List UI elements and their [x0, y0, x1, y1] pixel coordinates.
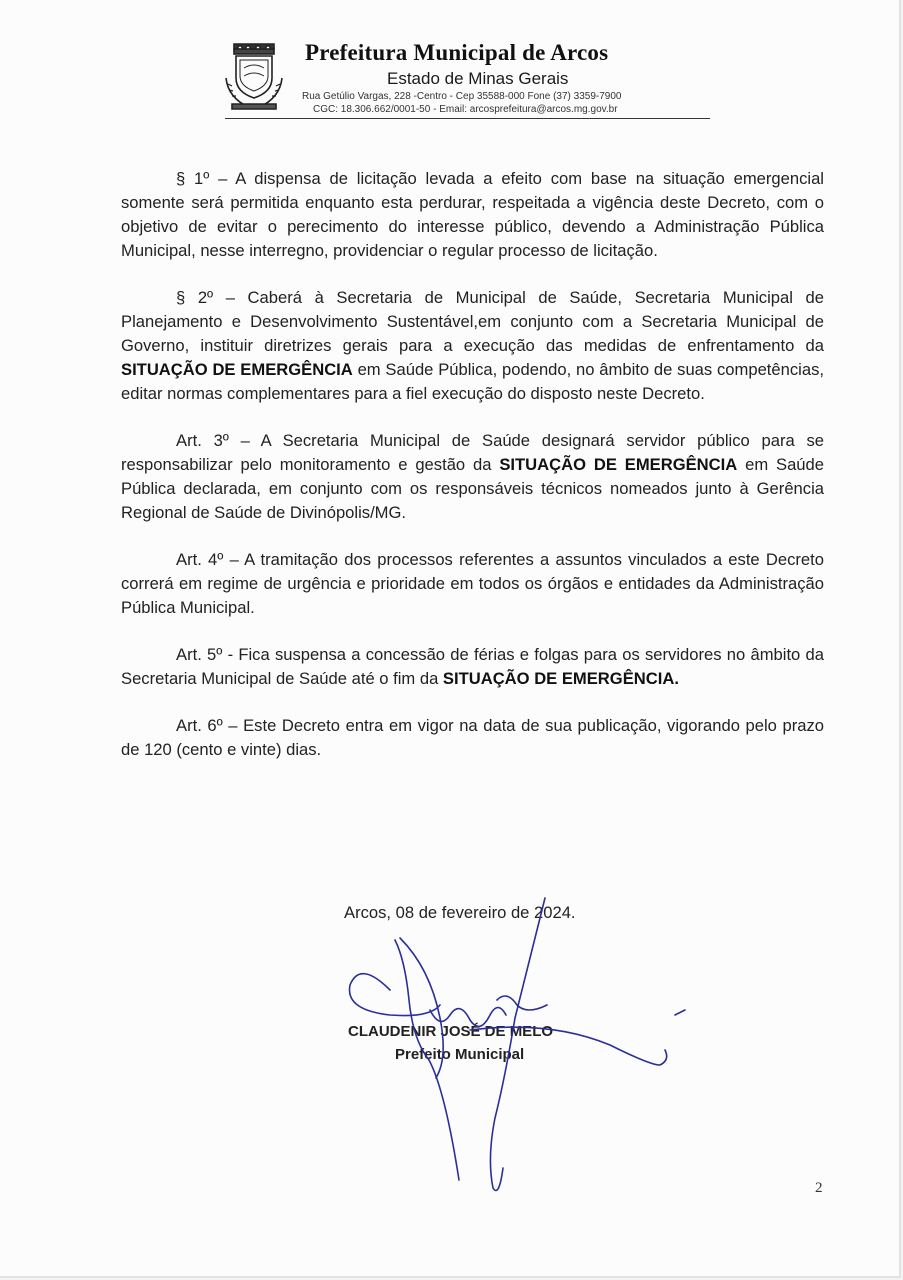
page-number: 2	[815, 1180, 823, 1196]
decree-body	[121, 167, 824, 785]
paragraph-1: § 1º – A dispensa de licitação levada a efeito com base na situação emergencial somente será permitida enquanto esta perdurar, respeitada a vigência deste Decreto, com o objetivo de evitar o perecimento do interesse público, devendo a Administração Pública Municipal, nesse interregno, providenciar o regular processo de licitação.	[121, 169, 824, 260]
header-divider	[225, 118, 710, 119]
signer-role: Prefeito Municipal	[395, 1046, 525, 1063]
address-line: Rua Getúlio Vargas, 228 -Centro - Cep 35588-000 Fone (37) 3359-7900	[302, 91, 622, 102]
municipal-coat-of-arms-icon	[222, 38, 286, 114]
article-6: Art. 6º – Este Decreto entra em vigor na data de sua publicação, vigorando pelo prazo de 120 (cento e vinte) dias.	[121, 716, 824, 759]
article-4: Art. 4º – A tramitação dos processos referentes a assuntos vinculados a este Decreto correrá em regime de urgência e prioridade em todos os órgãos e entidades da Administração Pública Municipal.	[121, 550, 824, 617]
place-and-date: Arcos, 08 de fevereiro de 2024.	[344, 903, 576, 922]
signer-name: CLAUDENIR JOSÉ DE MELO	[348, 1023, 554, 1040]
article-5: Art. 5º - Fica suspensa a concessão de férias e folgas para os servidores no âmbito da Secretaria Municipal de Saúde até o fim da SITUAÇÃO DE EMERGÊNCIA.	[121, 645, 824, 688]
article-3: Art. 3º – A Secretaria Municipal de Saúde designará servidor público para se responsabilizar pelo monitoramento e gestão da SITUAÇÃO DE EMERGÊNCIA em Saúde Pública declarada, em conjunto com os responsáveis técnicos nomeados junto à Gerência Regional de Saúde de Divinópolis/MG.	[121, 431, 824, 522]
cgc-email-line: CGC: 18.306.662/0001-50 - Email: arcosprefeitura@arcos.mg.gov.br	[313, 104, 618, 115]
institution-title: Prefeitura Municipal de Arcos	[305, 40, 609, 65]
paragraph-2: § 2º – Caberá à Secretaria de Municipal de Saúde, Secretaria Municipal de Planejamento e Desenvolvimento Sustentável,em conjunto com a Secretaria Municipal de Governo, instituir diretrizes gerais para a execução das medidas de enfrentamento da SITUAÇÃO DE EMERGÊNCIA em Saúde Pública, podendo, no âmbito de suas competências, editar normas complementares para a fiel execução do disposto neste Decreto.	[121, 288, 824, 403]
state-subtitle: Estado de Minas Gerais	[387, 69, 569, 88]
